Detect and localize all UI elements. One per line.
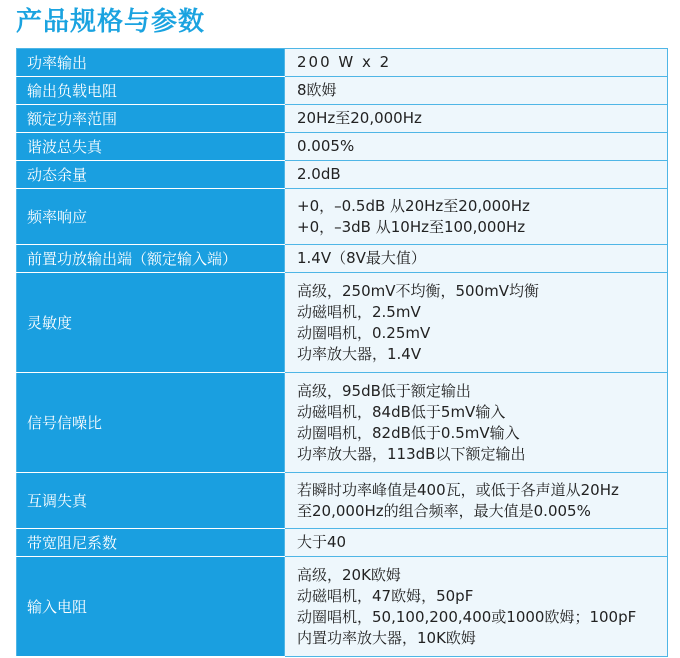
value-line: 功率放大器，113dB以下额定输出	[297, 444, 526, 463]
row-value	[285, 245, 668, 273]
value-line: +0，–0.5dB 从20Hz至20,000Hz	[297, 196, 530, 215]
table-row	[17, 557, 668, 657]
row-label: 额定功率范围	[17, 105, 285, 133]
row-value	[285, 529, 668, 557]
row-label: 信号信噪比	[17, 373, 285, 473]
value-line: 8欧姆	[297, 81, 337, 99]
row-value	[285, 133, 668, 161]
row-label: 前置功放输出端（额定输入端）	[17, 245, 285, 273]
row-value	[285, 473, 668, 529]
value-line: 高级，95dB低于额定输出	[297, 381, 471, 400]
table-row	[17, 49, 668, 77]
row-label: 互调失真	[17, 473, 285, 529]
table-row	[17, 77, 668, 105]
row-label: 动态余量	[17, 161, 285, 189]
value-line: 若瞬时功率峰值是400瓦，或低于各声道从20Hz	[297, 480, 619, 499]
value-line: 动磁唱机，84dB低于5mV输入	[297, 402, 506, 421]
value-line: 高级，250mV不均衡，500mV均衡	[297, 281, 540, 300]
value-line: 2.0dB	[297, 165, 341, 183]
table-row	[17, 245, 668, 273]
row-label: 谐波总失真	[17, 133, 285, 161]
value-line: 0.005%	[297, 137, 355, 155]
value-line: 高级，20K欧姆	[297, 565, 401, 584]
value-line: +0，–3dB 从10Hz至100,000Hz	[297, 217, 526, 236]
value-line: 动磁唱机，47欧姆，50pF	[297, 586, 474, 605]
value-line: 动磁唱机，2.5mV	[297, 302, 421, 321]
value-line: 1.4V（8V最大值）	[297, 249, 426, 267]
table-row	[17, 529, 668, 557]
row-label: 输入电阻	[17, 557, 285, 657]
row-label: 灵敏度	[17, 273, 285, 373]
row-value	[285, 161, 668, 189]
row-value	[285, 373, 668, 473]
value-line: 20Hz至20,000Hz	[297, 109, 422, 127]
value-line: 动圈唱机，50,100,200,400或1000欧姆；100pF	[297, 607, 637, 626]
value-line: 动圈唱机，0.25mV	[297, 323, 431, 342]
table-row	[17, 189, 668, 245]
row-value	[285, 273, 668, 373]
table-row	[17, 273, 668, 373]
value-line: 至20,000Hz的组合频率，最大值是0.005%	[297, 501, 591, 520]
value-line: 功率放大器，1.4V	[297, 344, 422, 363]
value-line: 内置功率放大器，10K欧姆	[297, 628, 476, 647]
row-label: 带宽阻尼系数	[17, 529, 285, 557]
spec-table	[16, 48, 668, 657]
row-value	[285, 189, 668, 245]
row-value	[285, 77, 668, 105]
row-label: 频率响应	[17, 189, 285, 245]
row-value	[285, 105, 668, 133]
row-value	[285, 49, 668, 77]
value-line: 动圈唱机，82dB低于0.5mV输入	[297, 423, 520, 442]
value-line: 200 W x 2	[297, 53, 392, 71]
page-title: 产品规格与参数	[16, 7, 206, 37]
table-row	[17, 473, 668, 529]
row-value	[285, 557, 668, 657]
value-line: 大于40	[297, 533, 347, 551]
table-row	[17, 133, 668, 161]
row-label: 输出负载电阻	[17, 77, 285, 105]
table-row	[17, 373, 668, 473]
row-label: 功率输出	[17, 49, 285, 77]
table-row	[17, 105, 668, 133]
table-row	[17, 161, 668, 189]
